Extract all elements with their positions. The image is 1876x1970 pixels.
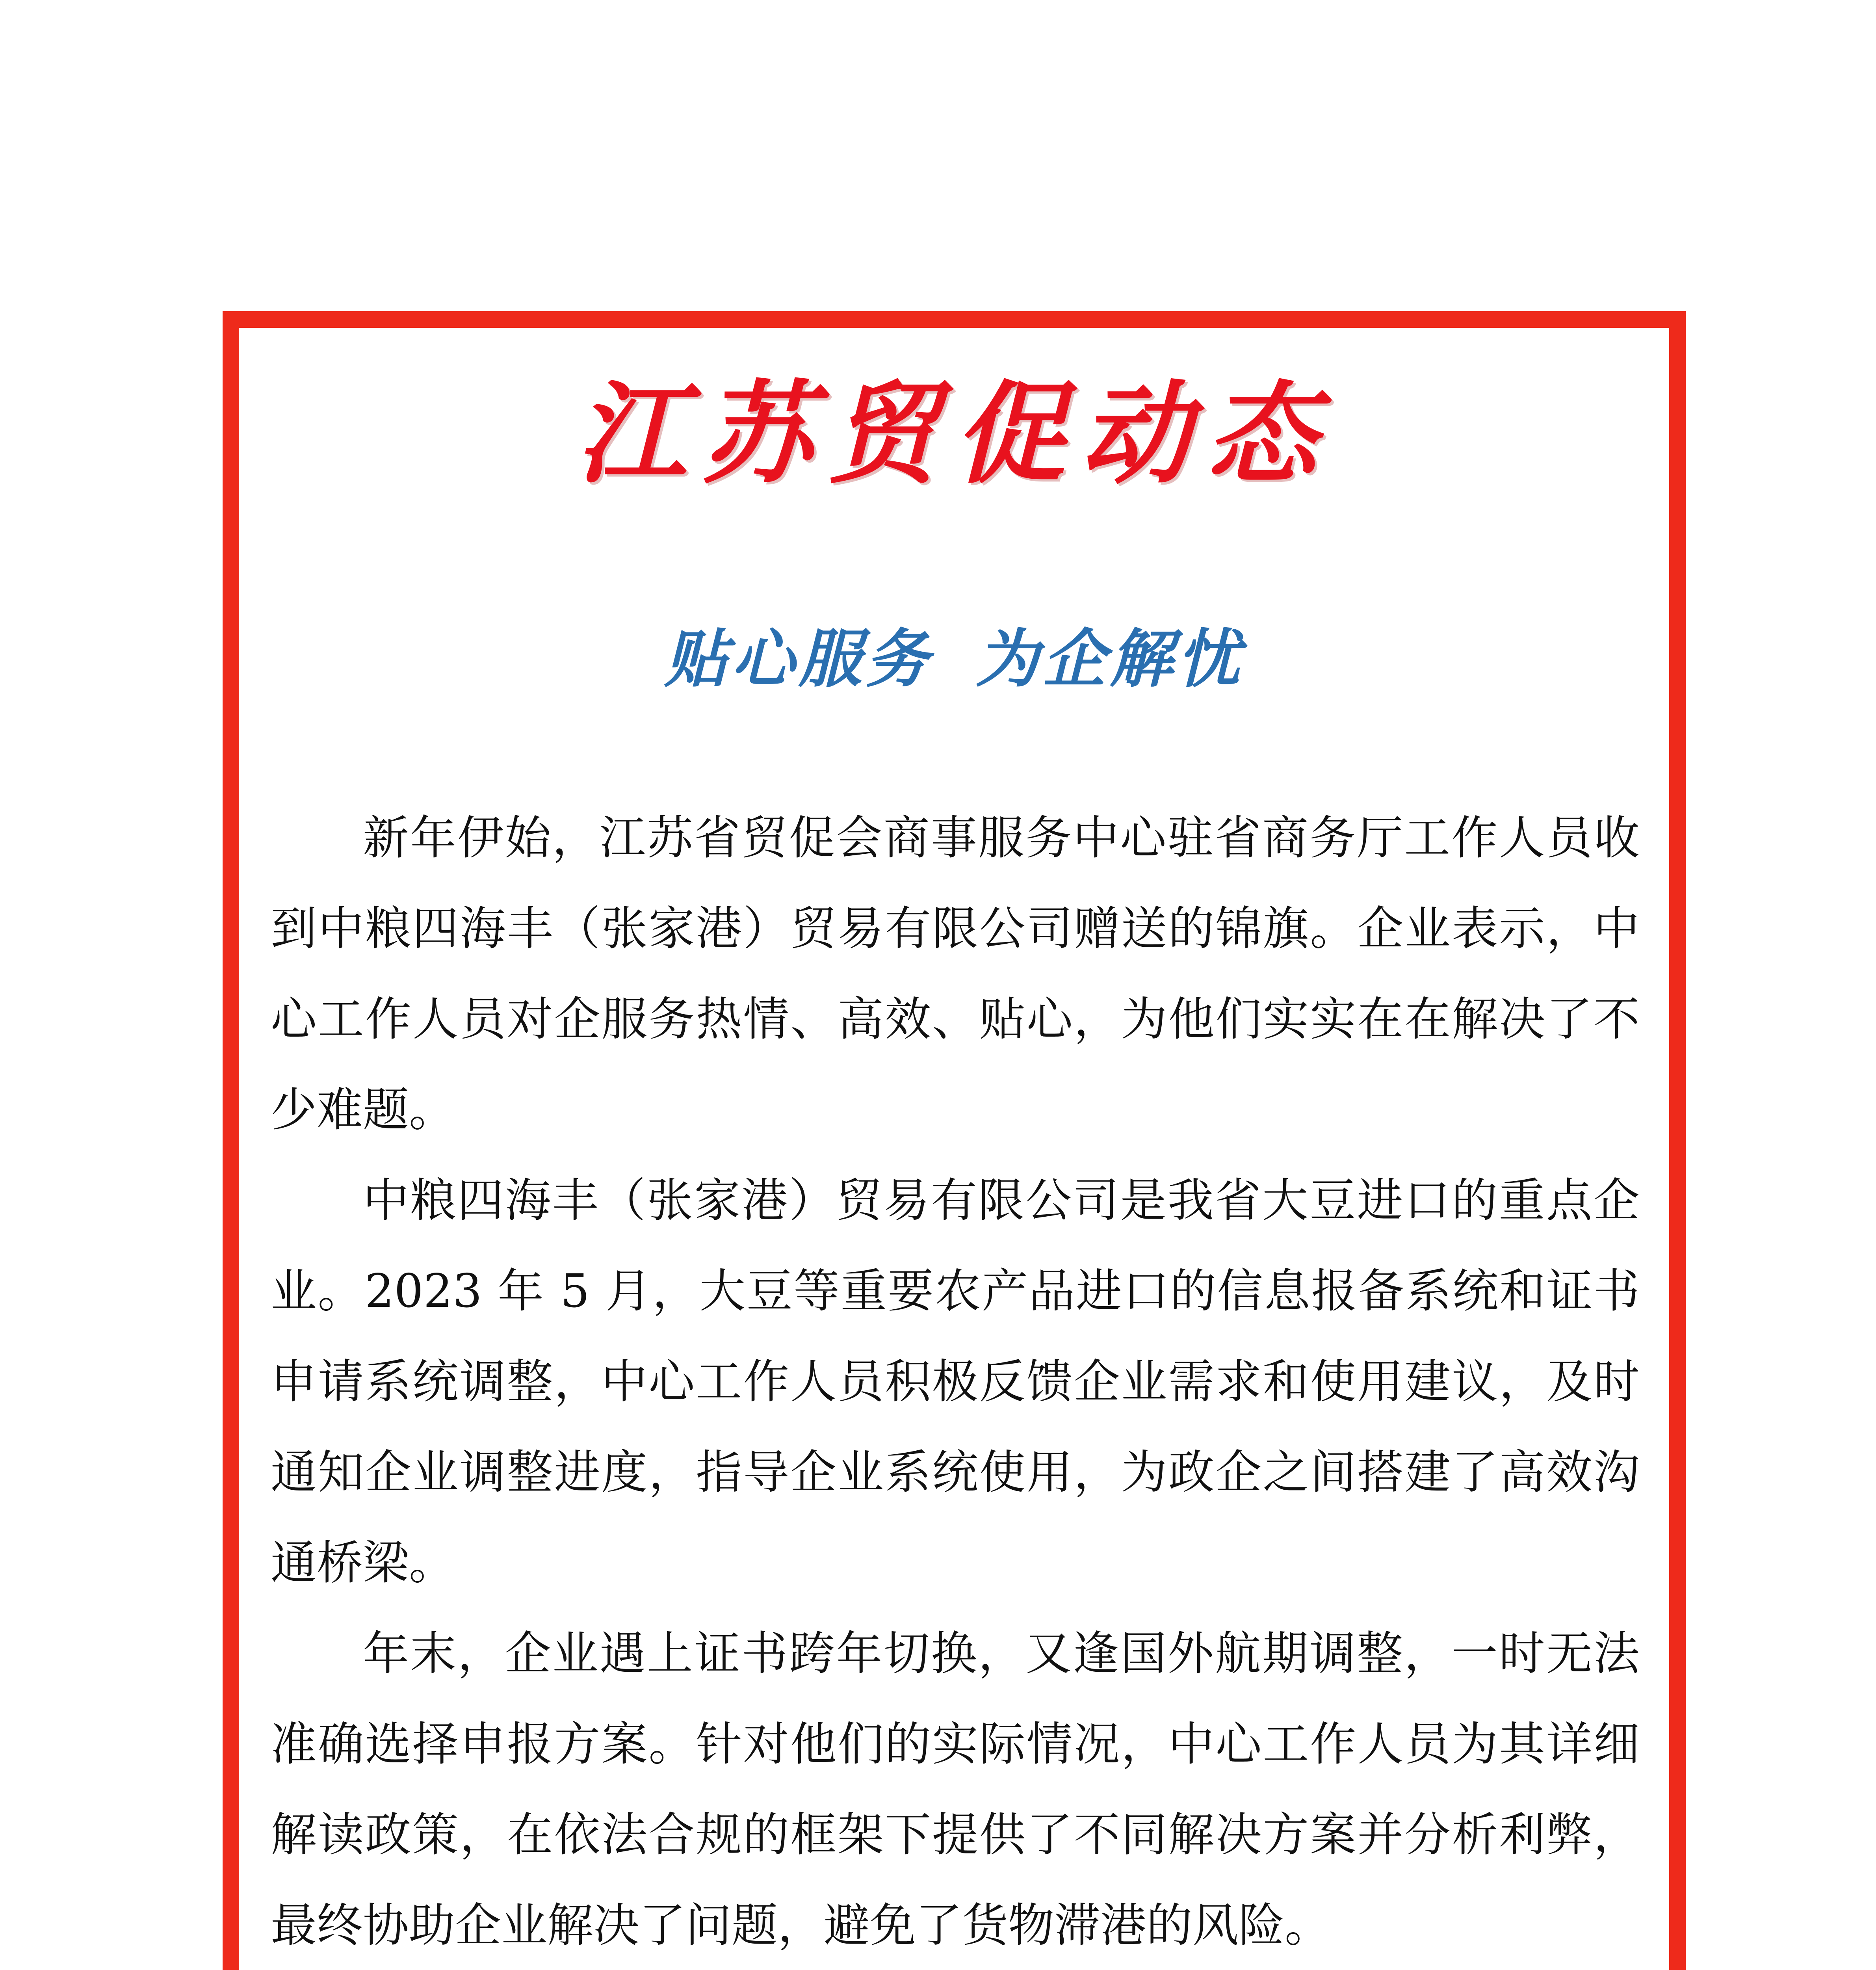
article-headline [239, 622, 1669, 696]
headline-part-1: 贴心服务 [664, 622, 932, 696]
masthead-title: 江苏贸促动态 [576, 369, 1332, 499]
headline-part-2: 为企解忧 [976, 622, 1244, 696]
article-body [271, 793, 1640, 1970]
article-paragraph-3: 年末，企业遇上证书跨年切换，又逢国外航期调整，一时无法准确选择申报方案。针对他们的实际情况，中心工作人员为其详细解读政策，在依法合规的框架下提供了不同解决方案并分析利弊，最终协助企业解决了问题，避免了货物滞港的风险。 [271, 1626, 1640, 1952]
page-frame [223, 311, 1686, 1970]
article-paragraph-2: 中粮四海丰（张家港）贸易有限公司是我省大豆进口的重点企业。2023 年 5 月，大豆等重要农产品进口的信息报备系统和证书申请系统调整，中心工作人员积极反馈企业需求和使用建议，及时通知企业调整进度，指导企业系统使用，为政企之间搭建了高效沟通桥梁。 [271, 1173, 1640, 1590]
article-paragraph-1: 新年伊始，江苏省贸促会商事服务中心驻省商务厅工作人员收到中粮四海丰（张家港）贸易有限公司赠送的锦旗。企业表示，中心工作人员对企服务热情、高效、贴心，为他们实实在在解决了不少难题。 [271, 811, 1640, 1137]
